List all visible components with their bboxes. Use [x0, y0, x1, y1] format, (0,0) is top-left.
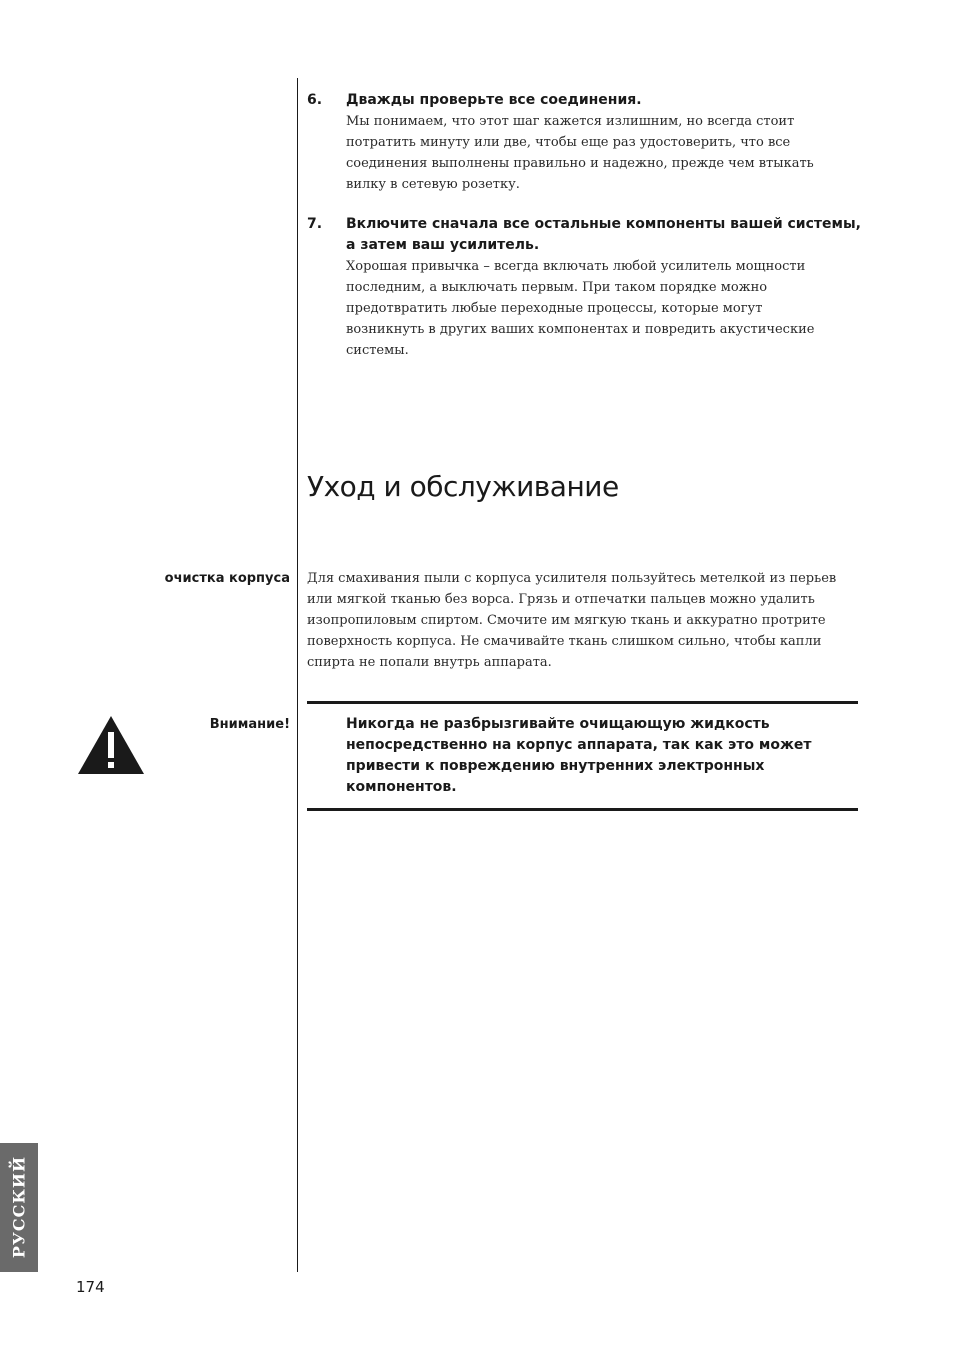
cleaning-paragraph: Для смахивания пыли с корпуса усилителя пользуйтесь метелкой из перьев или мягкой тканью без ворса. Грязь и отпечатки пальцев можно удалить изопропиловым спиртом. Смочите им мягкую ткань и аккуратно протрите поверхность корпуса. Не смачивайте ткань слишком сильно, чтобы капли спирта не попали внутрь аппарата.: [307, 571, 837, 670]
cleaning-label: очистка корпуса: [164, 571, 290, 586]
warning-label: Внимание!: [209, 717, 290, 732]
step-6: [307, 90, 863, 195]
step-title: Включите сначала все остальные компоненты вашей системы, а затем ваш усилитель.: [346, 216, 861, 253]
step-body: Мы понимаем, что этот шаг кажется излишним, но всегда стоит потратить минуту или две, чтобы еще раз удостоверить, что все соединения выполнены правильно и надежно, прежде чем втыкать вилку в сетевую розетку.: [346, 114, 814, 192]
step-7: [307, 214, 863, 361]
warning-triangle-icon: [76, 714, 146, 776]
language-tab: [0, 1143, 38, 1272]
step-body: Хорошая привычка – всегда включать любой усилитель мощности последним, а выключать первым. При таком порядке можно предотвратить любые переходные процессы, которые могут возникнуть в других ваших компонентах и повредить акустические системы.: [346, 259, 815, 358]
step-title: Дважды проверьте все соединения.: [346, 92, 642, 108]
step-number: 6.: [307, 92, 323, 108]
column-divider: [297, 78, 298, 1272]
page-number: 174: [76, 1278, 105, 1296]
step-number: 7.: [307, 216, 323, 232]
warning-bottom-rule: [307, 808, 858, 811]
warning-text: Никогда не разбрызгивайте очищающую жидкость непосредственно на корпус аппарата, так как это может привести к повреждению внутренних электронных компонентов.: [346, 716, 812, 795]
language-tab-label: РУССКИЙ: [9, 1155, 29, 1259]
section-title: Уход и обслуживание: [307, 470, 619, 503]
warning-top-rule: [307, 701, 858, 704]
